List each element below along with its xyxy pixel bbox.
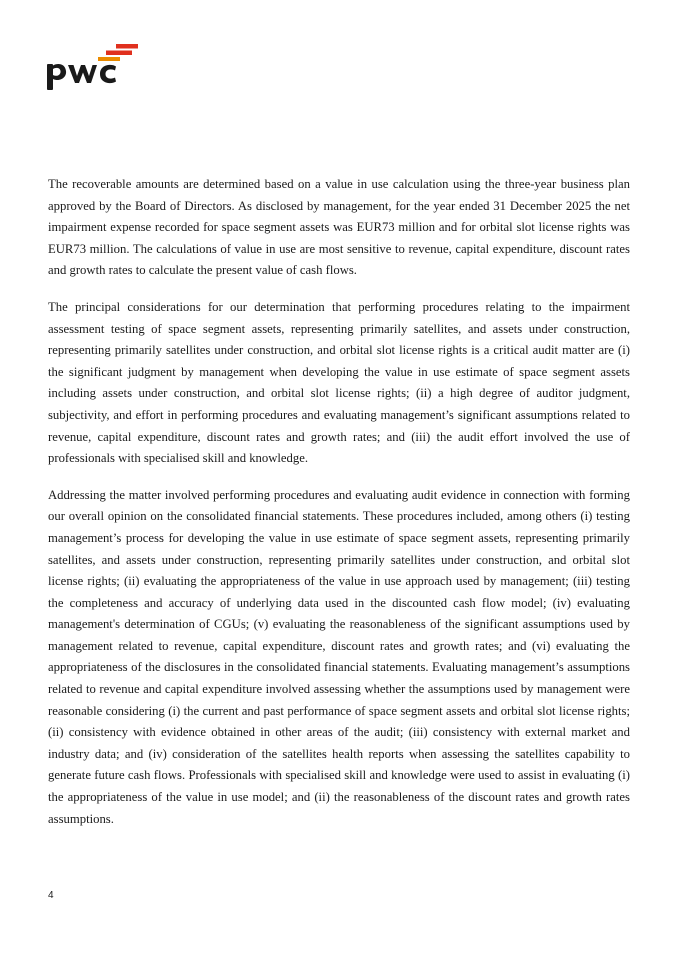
paragraph-principal-considerations: The principal considerations for our determination that performing procedures relating to the impairment assessment testing of space segment assets, representing primarily satellites, and assets under construction, representing primarily satellites under construction, and orbital slot license rights is a critical audit matter are (i) the significant judgment by management when developing the value in use estimate of space segment assets including assets under construction, and orbital slot license rights; (ii) a high degree of auditor judgment, subjectivity, and effort in performing procedures and evaluating management’s significant assumptions related to revenue, capital expenditure, discount rates and growth rates; and (iii) the audit effort involved the use of professionals with specialised skill and knowledge. <box>48 299 630 466</box>
pwc-logo-mark <box>44 42 144 94</box>
pwc-logo <box>44 42 144 94</box>
logo-letter-w <box>68 65 97 83</box>
body-text <box>48 174 630 845</box>
logo-letter-p <box>47 64 66 90</box>
paragraph-recoverable-amounts: The recoverable amounts are determined based on a value in use calculation using the three-year business plan approved by the Board of Directors. As disclosed by management, for the year ended 31 December 2025 the net impairment expense recorded for space segment assets was EUR73 million and for orbital slot license rights was EUR73 million. The calculations of value in use are most sensitive to revenue, capital expenditure, discount rates and growth rates to calculate the present value of cash flows. <box>48 177 630 278</box>
logo-stripe-bottom <box>98 57 120 61</box>
logo-stripe-top <box>116 44 138 49</box>
logo-letter-c <box>100 65 116 83</box>
logo-stripe-middle <box>106 51 132 56</box>
page-number: 4 <box>48 890 54 901</box>
paragraph-addressing-the-matter: Addressing the matter involved performing procedures and evaluating audit evidence in connection with forming our overall opinion on the consolidated financial statements. These procedures included, among others (i) testing management’s process for developing the value in use estimate of space segment assets, representing primarily satellites, and assets under construction, representing primarily satellites under construction, and orbital slot license rights; (ii) evaluating the appropriateness of the value in use approach used by management; (iii) testing the completeness and accuracy of underlying data used in the discounted cash flow model; (iv) evaluating management's determination of CGUs; (v) evaluating the reasonableness of the significant assumptions used by management related to revenue, capital expenditure, discount rates and growth rates; and (vi) evaluating the appropriateness of the disclosures in the consolidated financial statements. Evaluating management’s assumptions related to revenue and capital expenditure involved assessing whether the assumptions used by management were reasonable considering (i) the current and past performance of space segment assets and orbital slot license rights; (ii) consistency with evidence obtained in other areas of the audit; (iii) consistency with external market and industry data; and (iv) consideration of the satellites health reports when assessing the satellites capability to generate future cash flows. Professionals with specialised skill and knowledge were used to assist in evaluating (i) the appropriateness of the value in use model; and (ii) the reasonableness of the discount rates and growth rates assumptions. <box>48 487 630 826</box>
